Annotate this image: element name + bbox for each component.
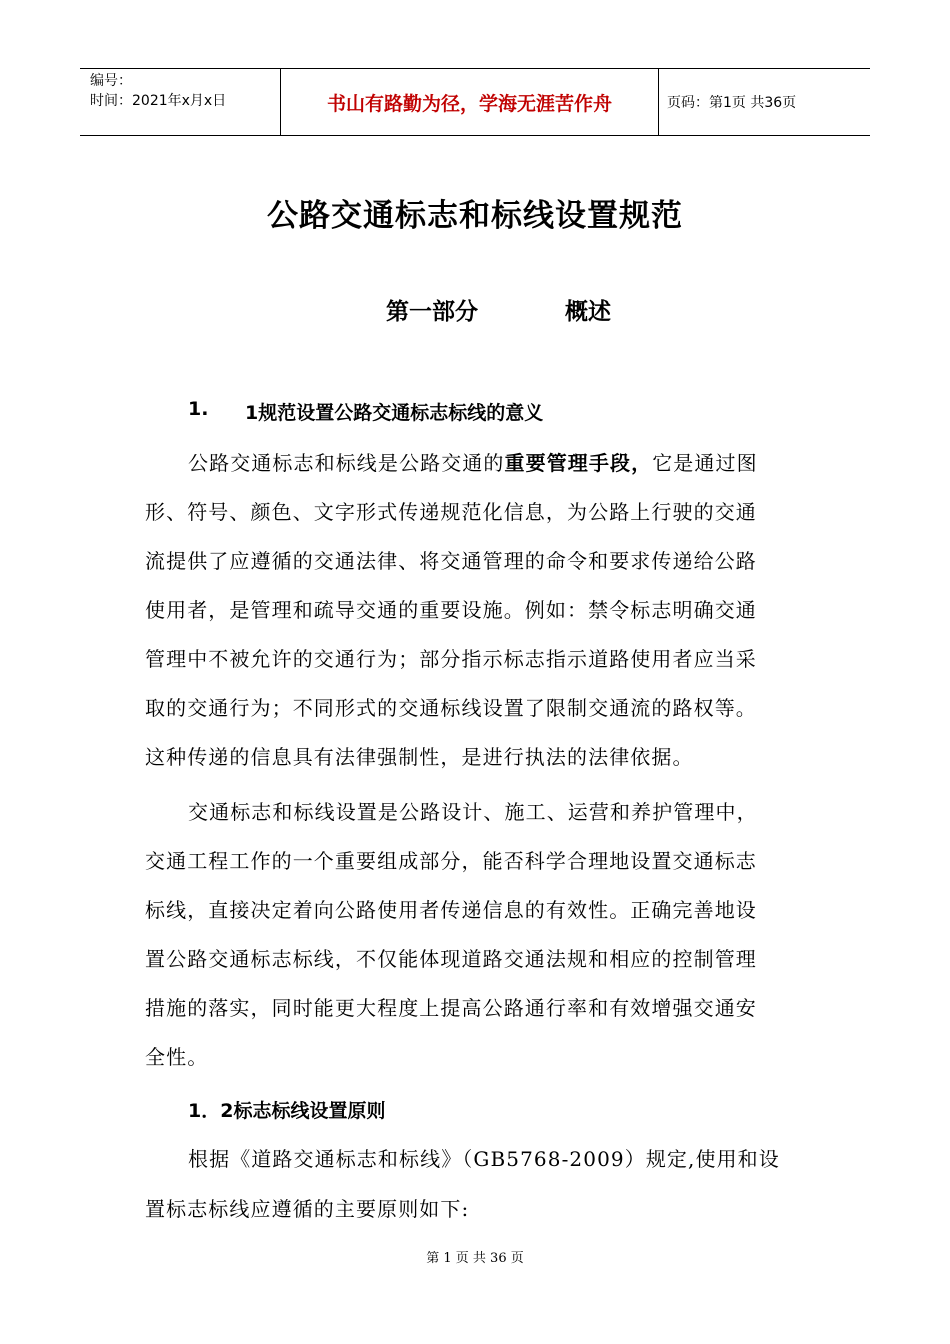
document-title: 公路交通标志和标线设置规范 [267,198,683,234]
header-page-info: 页码：第1页 共36页 [667,95,797,111]
section-title: 1规范设置公路交通标志标线的意义 [245,402,544,424]
paragraph-line: 根据《道路交通标志和标线》（GB5768-2009）规定,使用和设 [188,1147,780,1171]
page-header [80,68,870,136]
paragraph-line: 管理中不被允许的交通行为；部分指示标志指示道路使用者应当采 [145,647,757,671]
paragraph-line: 使用者，是管理和疏导交通的重要设施。例如：禁令标志明确交通 [145,598,757,622]
part-label: 第一部分 [386,299,478,325]
part-name: 概述 [565,299,611,325]
paragraph-line: 交通标志和标线设置是公路设计、施工、运营和养护管理中， [188,800,758,824]
section-title: 1．2标志标线设置原则 [188,1100,386,1122]
header-meta [80,69,281,135]
paragraph-line: 置标志标线应遵循的主要原则如下: [145,1197,470,1221]
paragraph-line: 置公路交通标志标线，不仅能体现道路交通法规和相应的控制管理 [145,947,757,971]
section-number: 1. [188,398,209,420]
paragraph-line: 这种传递的信息具有法律强制性，是进行执法的法律依据。 [145,745,694,769]
paragraph-line: 取的交通行为；不同形式的交通标线设置了限制交通流的路权等。 [145,696,757,720]
header-motto: 书山有路勤为径，学海无涯苦作舟 [281,69,659,135]
page-footer: 第 1 页 共 36 页 [426,1251,524,1266]
paragraph-line: 措施的落实，同时能更大程度上提高公路通行率和有效增强交通安 [145,996,757,1020]
paragraph-line: 标线，直接决定着向公路使用者传递信息的有效性。正确完善地设 [145,898,757,922]
date-label: 时间：2021年x月x日 [90,93,227,109]
paragraph-line: 形、符号、颜色、文字形式传递规范化信息，为公路上行驶的交通 [145,500,757,524]
emphasis-text: 重要管理手段， [504,451,653,475]
paragraph-line [188,447,758,476]
paragraph-line: 全性。 [145,1045,209,1069]
number-label: 编号： [90,73,132,89]
text-run: 它是通过图 [652,451,758,475]
text-run: 公路交通标志和标线是公路交通的 [188,451,505,475]
paragraph-line: 流提供了应遵循的交通法律、将交通管理的命令和要求传递给公路 [145,549,757,573]
paragraph-line: 交通工程工作的一个重要组成部分，能否科学合理地设置交通标志 [145,849,757,873]
